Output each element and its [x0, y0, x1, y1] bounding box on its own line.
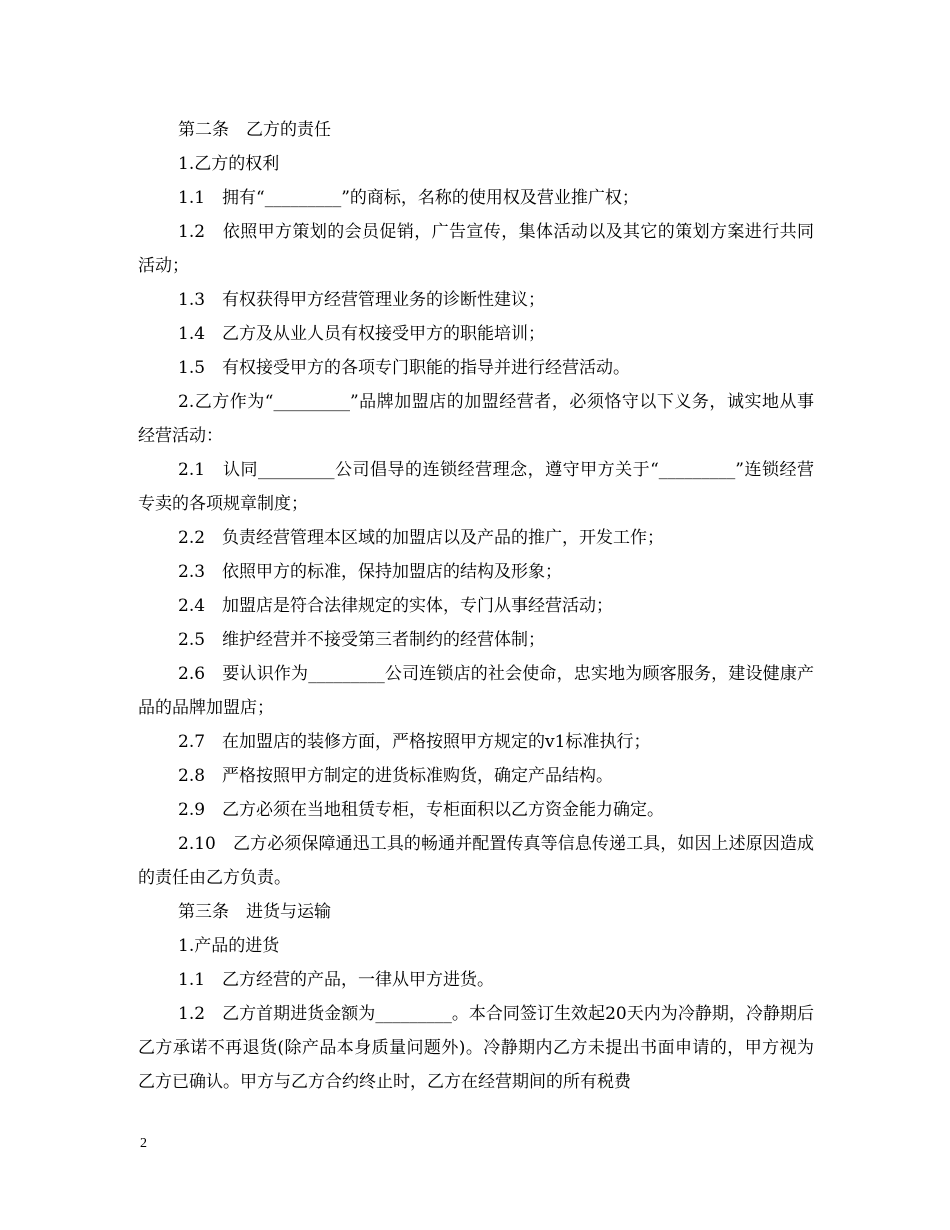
paragraph: 2.8 严格按照甲方制定的进货标准购货，确定产品结构。: [178, 766, 614, 786]
paragraph: 2.3 依照甲方的标准，保持加盟店的结构及形象；: [178, 562, 563, 582]
paragraph: 2.4 加盟店是符合法律规定的实体，专门从事经营活动；: [178, 596, 614, 616]
paragraph: 2.2 负责经营管理本区域的加盟店以及产品的推广，开发工作；: [178, 528, 665, 548]
paragraph: 1.产品的进货: [178, 936, 280, 956]
paragraph: 2.5 维护经营并不接受第三者制约的经营体制；: [178, 630, 546, 650]
paragraph: 1.1 乙方经营的产品，一律从甲方进货。: [178, 970, 495, 990]
page-number: 2: [140, 1136, 147, 1151]
paragraph: 1.2 依照甲方策划的会员促销，广告宣传，集体活动以及其它的策划方案进行共同活动；: [138, 222, 814, 276]
paragraph: 第二条 乙方的责任: [178, 120, 331, 140]
paragraph: 2.乙方作为“_________”品牌加盟店的加盟经营者，必须恪守以下义务，诚实地从事经营活动：: [138, 392, 814, 446]
paragraph: 1.2 乙方首期进货金额为_________。本合同签订生效起20天内为冷静期，冷静期后乙方承诺不再退货(除产品本身质量问题外)。冷静期内乙方未提出书面申请的，甲方视为乙方已确认。甲方与乙方合约终止时，乙方在经营期间的所有税费: [138, 1004, 814, 1092]
paragraph: 1.4 乙方及从业人员有权接受甲方的职能培训；: [178, 324, 546, 344]
paragraph: 1.5 有权接受甲方的各项专门职能的指导并进行经营活动。: [178, 358, 631, 378]
paragraph: 2.9 乙方必须在当地租赁专柜，专柜面积以乙方资金能力确定。: [178, 800, 665, 820]
paragraph: 2.7 在加盟店的装修方面，严格按照甲方规定的v1标准执行；: [178, 732, 651, 752]
paragraph: 1.乙方的权利: [178, 154, 280, 174]
paragraph: 2.6 要认识作为_________公司连锁店的社会使命，忠实地为顾客服务，建设健康产品的品牌加盟店；: [138, 664, 814, 718]
paragraph: 2.10 乙方必须保障通迅工具的畅通并配置传真等信息传递工具，如因上述原因造成的责任由乙方负责。: [138, 834, 814, 888]
paragraph: 1.1 拥有“_________”的商标，名称的使用权及营业推广权；: [178, 188, 639, 208]
paragraph: 1.3 有权获得甲方经营管理业务的诊断性建议；: [178, 290, 546, 310]
paragraph: 2.1 认同_________公司倡导的连锁经营理念，遵守甲方关于“_________”连锁经营专卖的各项规章制度；: [138, 460, 814, 514]
paragraph: 第三条 进货与运输: [178, 902, 331, 922]
